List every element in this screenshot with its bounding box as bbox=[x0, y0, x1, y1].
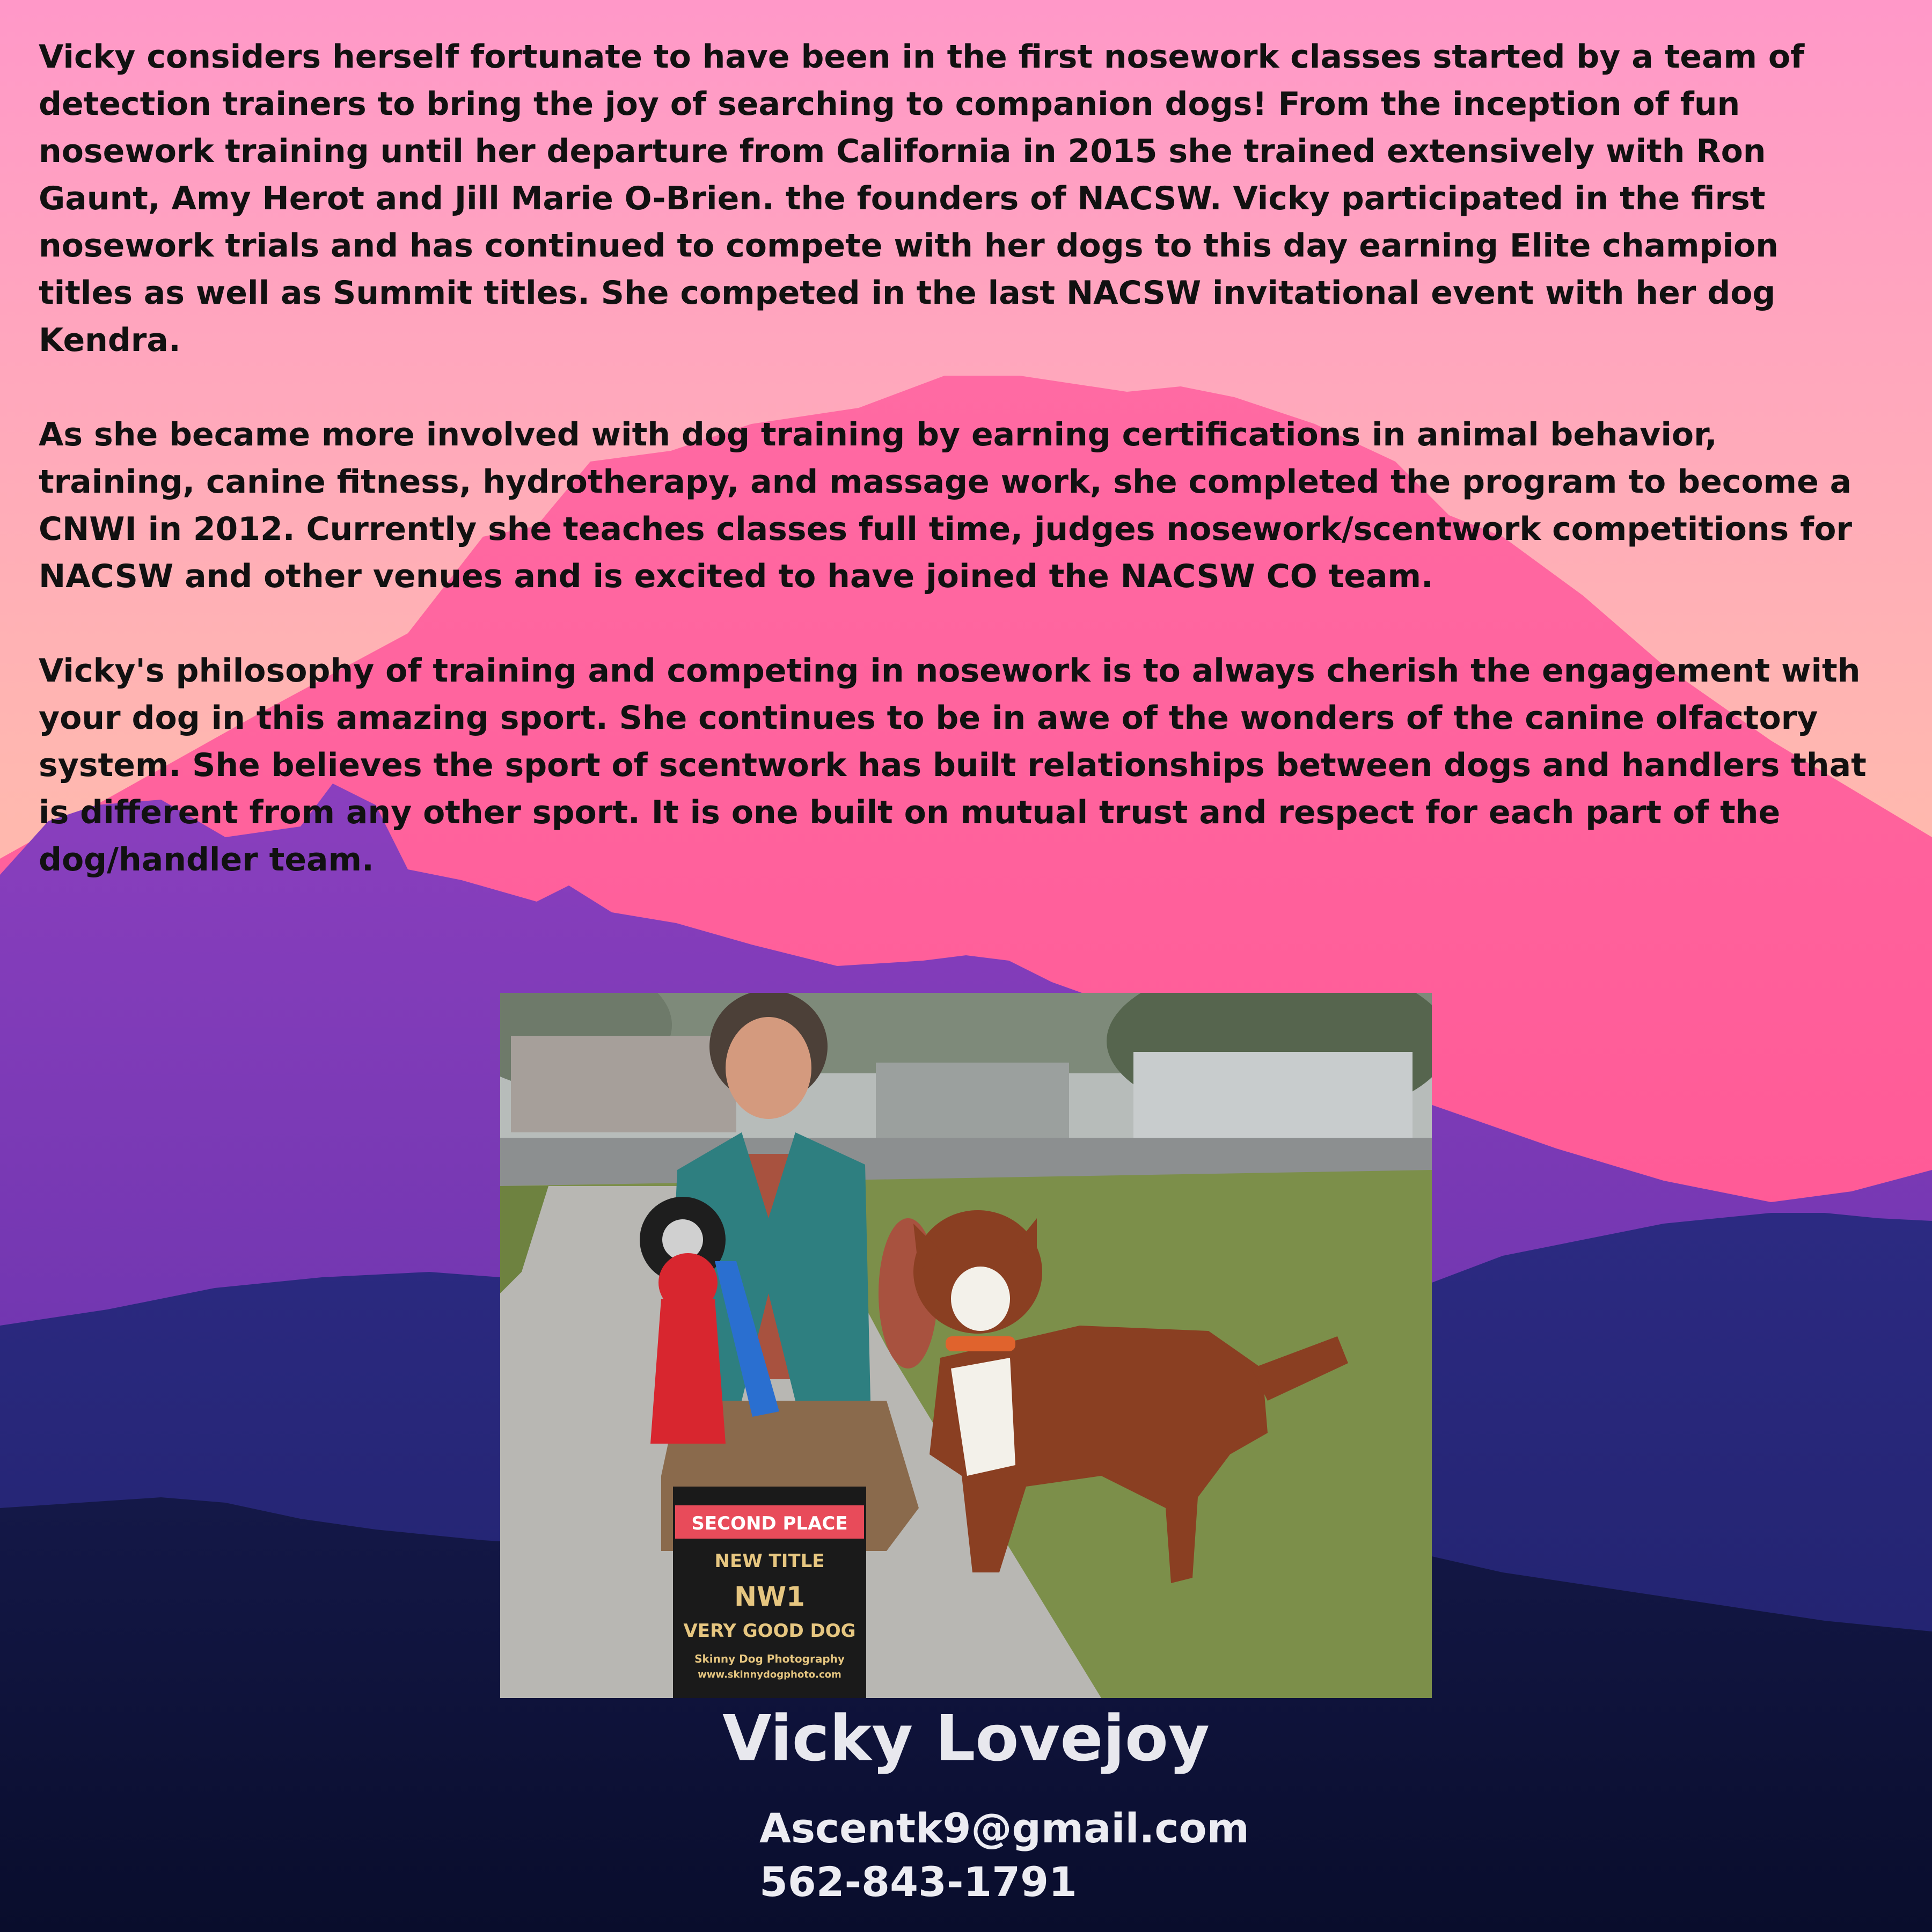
dog-collar bbox=[946, 1336, 1015, 1351]
profile-photo bbox=[500, 993, 1432, 1698]
person-face bbox=[726, 1017, 811, 1119]
bio-paragraph-1: Vicky considers herself fortunate to have been in the first nosework classes started by a team of detection trainers to bring the joy of searching to companion dogs! From the inception of fun nosework training until her departure from California in 2015 she trained extensively with Ron Gaunt, Amy Herot and Jill Marie O-Brien. the founders of NACSW. Vicky participated in the first nosework trials and has continued to compete with her dogs to this day earning Elite champion titles as well as Summit titles. She competed in the last NACSW invitational event with her dog Kendra. bbox=[39, 38, 1805, 359]
bio-text bbox=[39, 33, 1874, 931]
building-far bbox=[876, 1063, 1069, 1143]
dog-muzzle bbox=[951, 1267, 1010, 1331]
bio-paragraph-2: As she became more involved with dog training by earning certifications in animal behavior, training, canine fitness, hydrotherapy, and massage work, she completed the program to become a CNWI in 2012. Currently she teaches classes full time, judges nosework/scentwork competitions for NACSW and other venues and is excited to have joined the NACSW CO team. bbox=[39, 416, 1853, 595]
email-address[interactable]: Ascentk9@gmail.com bbox=[759, 1804, 1249, 1852]
sign-very-good-dog: VERY GOOD DOG bbox=[683, 1620, 856, 1642]
person-name: Vicky Lovejoy bbox=[722, 1701, 1210, 1775]
sign-nw1: NW1 bbox=[734, 1581, 805, 1612]
sign-website: www.skinnydogphoto.com bbox=[698, 1669, 841, 1680]
sign-new-title: NEW TITLE bbox=[714, 1550, 825, 1572]
phone-number[interactable]: 562-843-1791 bbox=[759, 1858, 1077, 1906]
sign-second-place: SECOND PLACE bbox=[691, 1513, 848, 1534]
bio-paragraph-3: Vicky's philosophy of training and competing in nosework is to always cherish the engagement with your dog in this amazing sport. She continues to be in awe of the wonders of the canine olfactory system. She believes the sport of scentwork has built relationships between dogs and handlers that is different from any other sport. It is one built on mutual trust and respect for each part of the dog/handler team. bbox=[39, 652, 1867, 879]
sign-photographer: Skinny Dog Photography bbox=[694, 1652, 845, 1665]
building-left bbox=[511, 1036, 736, 1132]
ribbon-tail-red bbox=[650, 1299, 726, 1444]
